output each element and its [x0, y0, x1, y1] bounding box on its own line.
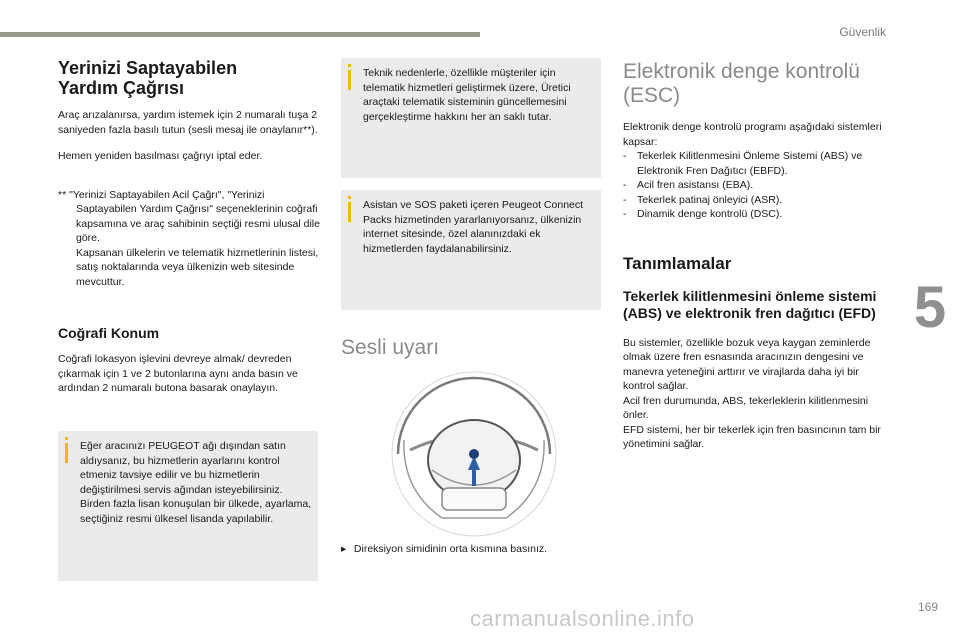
- definitions-title: Tanımlamalar: [623, 253, 732, 273]
- note-box-2: [341, 58, 601, 178]
- column-1: [58, 58, 320, 408]
- abs-text-3: EFD sistemi, her bir tekerlek için fren basıncının tam bir yönetimini sağlar.: [623, 423, 881, 450]
- footnote: ** "Yerinizi Saptayabilen Acil Çağrı", "Yerinizi Saptayabilen Yardım Çağrısı" seçeneklerinin coğrafi kapsamına ve araç sahibinin seçtiği resmi ulusal dile göre.: [58, 188, 320, 244]
- esc-item: - Dinamik denge kontrolü (DSC).: [623, 208, 783, 220]
- esc-title-line1: Elektronik denge kontrolü: [623, 60, 860, 83]
- horn-title: Sesli uyarı: [341, 336, 440, 359]
- note-text-2: Teknik nedenlerle, özellikle müşteriler için telematik hizmetleri geliştirmek üzere, Üretici araçtaki telematik sisteminin güncellemesini gerçekleştirme hakkını her an saklı tutar.: [363, 67, 571, 123]
- header-bar: [0, 32, 480, 37]
- esc-item-text: Dinamik denge kontrolü (DSC).: [637, 208, 783, 220]
- geo-title: Coğrafi Konum: [58, 325, 160, 341]
- watermark: carmanualsonline.info: [470, 606, 695, 631]
- horn-section: [341, 336, 601, 372]
- footnote-2: Kapsanan ülkelerin ve telematik hizmetlerinin listesi, satış noktalarında veya ülkenizin web sitesinde mevcuttur.: [76, 246, 319, 288]
- note-text-1: Eğer aracınızı PEUGEOT ağı dışından satın aldıysanız, bu hizmetlerin ayarlarını kontrol etmeniz tavsiye edilir ve bu hizmetlerin değiştirilmesi servis ağından isteyebilirsiniz. Birden fazla lisan konuşulan bir ülkede, ayarlama, seçtiğiniz resmi ülkesel lisanda yapılabilir.: [80, 440, 312, 525]
- note-box-1: [58, 431, 318, 581]
- esc-item-text: Tekerlek Kilitlenmesini Önleme Sistemi (ABS) ve Elektronik Fren Dağıtıcı (EBFD).: [637, 150, 863, 177]
- esc-intro: Elektronik denge kontrolü programı aşağıdaki sistemleri kapsar:: [623, 121, 882, 148]
- esc-item-text: Acil fren asistansı (EBA).: [637, 179, 754, 191]
- horn-caption: [341, 542, 603, 557]
- note-text-3: Asistan ve SOS paketi içeren Peugeot Connect Packs hizmetinden yararlanıyorsanız, ülkenizin internet sitesinde, özel alanınızdaki ek hizmetlerden faydalanabilirsiniz.: [363, 199, 584, 255]
- section-label: Güvenlik: [839, 25, 886, 39]
- emergency-call-title-line2: Yardım Çağrısı: [58, 78, 185, 98]
- page-number: 169: [917, 600, 938, 614]
- geo-text: Coğrafi lokasyon işlevini devreye almak/ devreden çıkarmak için 1 ve 2 butonlarına aynı anda basın ve ardından 2 numaralı butona basarak onaylayın.: [58, 353, 298, 394]
- abs-text-2: Acil fren durumunda, ABS, tekerleklerin kilitlenmesini önler.: [623, 394, 869, 421]
- esc-item: - Tekerlek Kilitlenmesini Önleme Sistemi (ABS) ve Elektronik Fren Dağıtıcı (EBFD).: [623, 149, 885, 178]
- esc-title-line2: (ESC): [623, 84, 681, 107]
- column-3: [623, 60, 885, 452]
- emergency-call-text: Araç arızalanırsa, yardım istemek için 2 numaralı tuşa 2 saniyeden fazla basılı tutun (sesli mesaj ile onaylanır**).: [58, 109, 318, 136]
- esc-item: - Tekerlek patinaj önleyici (ASR).: [623, 193, 783, 206]
- cancel-text: Hemen yeniden basılması çağrıyı iptal eder.: [58, 150, 263, 162]
- caption-text: Direksiyon simidinin orta kısmına basınız.: [353, 543, 548, 555]
- esc-item-text: Tekerlek patinaj önleyici (ASR).: [637, 193, 783, 206]
- caption-bullet-icon: ▸: [341, 543, 347, 555]
- esc-title: [623, 60, 885, 108]
- info-icon: [65, 443, 68, 463]
- emergency-call-title-line1: Yerinizi Saptayabilen: [58, 58, 238, 78]
- esc-item: - Acil fren asistansı (EBA).: [623, 179, 754, 191]
- abs-title: Tekerlek kilitlenmesini önleme sistemi (ABS) ve elektronik fren dağıtıcı (EFD): [623, 287, 877, 321]
- chapter-tab: 5: [913, 275, 947, 340]
- info-icon: [348, 70, 351, 90]
- emergency-call-title: [58, 58, 320, 98]
- info-icon: [348, 202, 351, 222]
- abs-text-1: Bu sistemler, özellikle bozuk veya kaygan zeminlerde olmak üzere fren esnasında aracınızın dengesini ve manevra yeteneğini arttırır ve virajlarda daha iyi bir kontrol sağlar.: [623, 336, 871, 392]
- note-box-3: [341, 190, 601, 310]
- steering-wheel-illustration: [382, 370, 566, 538]
